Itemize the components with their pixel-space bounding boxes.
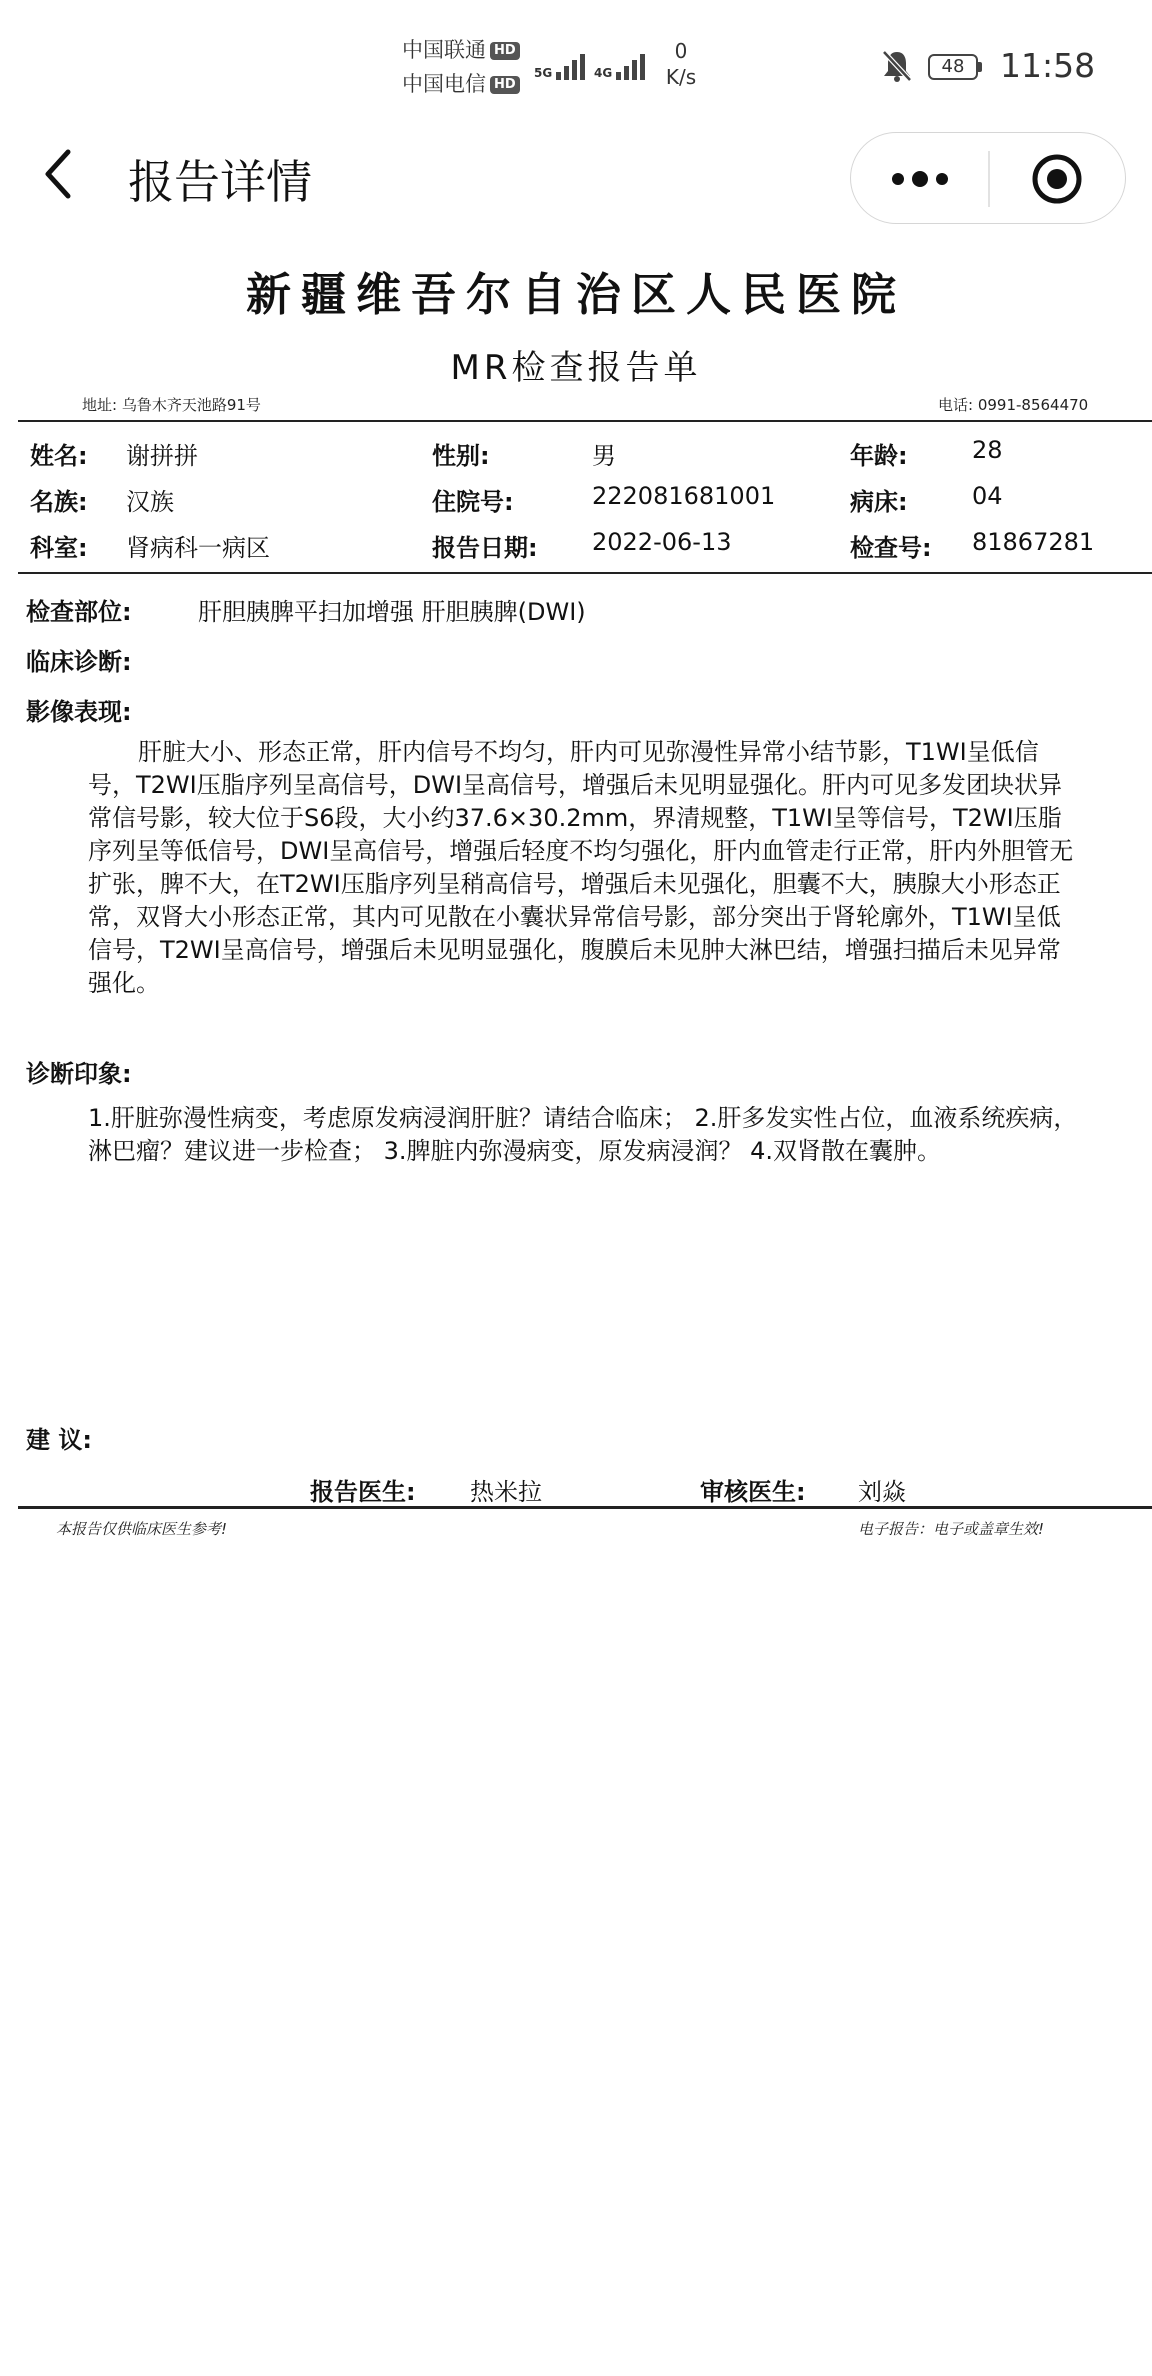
hospital-name: 新疆维吾尔自治区人民医院 (245, 268, 906, 321)
net-speed-unit: K/s (665, 65, 697, 89)
advice-label: 建 议: (26, 1426, 92, 1454)
report-date-value: 2022-06-13 (592, 528, 732, 556)
ethnic-value: 汉族 (126, 488, 174, 516)
hospital-address: 地址: 乌鲁木齐天池路91号 (82, 396, 261, 414)
network-4g-label: 4G (594, 66, 613, 80)
more-icon (890, 169, 950, 189)
hd-badge-1: HD (490, 42, 520, 60)
page-title: 报告详情 (128, 155, 312, 209)
ethnic-label: 名族: (30, 488, 88, 516)
exam-no-label: 检查号: (850, 534, 932, 562)
signal-4g (594, 50, 645, 80)
clock: 11:58 (1000, 46, 1096, 85)
footer-disclaimer: 本报告仅供临床医生参考! (56, 1520, 228, 1538)
carrier-1-label: 中国联通 (402, 38, 486, 62)
imaging-label: 影像表现: (26, 698, 132, 726)
age-label: 年龄: (850, 442, 908, 470)
carrier-1 (402, 34, 520, 66)
exam-site-value: 肝胆胰脾平扫加增强 肝胆胰脾(DWI) (198, 598, 586, 626)
signal-bars-icon (556, 50, 585, 80)
divider-top (18, 420, 1152, 422)
report-date-label: 报告日期: (432, 534, 538, 562)
divider-bottom (18, 1506, 1152, 1509)
inpatient-label: 住院号: (432, 488, 514, 516)
more-button[interactable] (851, 133, 989, 225)
target-icon (1030, 152, 1084, 206)
dept-value: 肾病科一病区 (126, 534, 270, 562)
bell-muted-icon (880, 48, 914, 88)
dept-label: 科室: (30, 534, 88, 562)
footer-electronic-note: 电子报告：电子或盖章生效! (858, 1520, 1045, 1538)
name-value: 谢拼拼 (126, 442, 198, 470)
bed-label: 病床: (850, 488, 908, 516)
exam-no-value: 81867281 (972, 528, 1095, 556)
net-speed (656, 38, 706, 90)
carrier-2 (402, 68, 520, 100)
divider-mid (18, 572, 1152, 574)
bed-value: 04 (972, 482, 1003, 510)
close-button[interactable] (989, 133, 1125, 225)
carrier-2-label: 中国电信 (402, 72, 486, 96)
reviewer-name: 刘焱 (858, 1478, 906, 1506)
network-5g-label: 5G (534, 66, 553, 80)
battery-tip (978, 62, 982, 72)
sex-value: 男 (592, 442, 616, 470)
back-arrow-icon (38, 144, 78, 204)
reporter-name: 热米拉 (470, 1478, 542, 1506)
hd-badge-2: HD (490, 76, 520, 94)
battery-level: 48 (928, 54, 978, 80)
battery-icon (928, 54, 982, 80)
signal-5g (534, 50, 585, 80)
signal-bars-icon (616, 50, 645, 80)
reviewer-label: 审核医生: (700, 1478, 806, 1506)
clinical-diagnosis-label: 临床诊断: (26, 648, 132, 676)
imaging-findings: 肝脏大小、形态正常，肝内信号不均匀，肝内可见弥漫性异常小结节影，T1WI呈低信号，T2WI压脂序列呈高信号，DWI呈高信号，增强后未见明显强化。肝内可见多发团块状异常信号影，较大位于S6段，大小约37.6×30.2mm，界清规整，T1WI呈等信号，T2WI压脂序列呈等低信号，DWI呈高信号，增强后轻度不均匀强化，肝内血管走行正常，肝内外胆管无扩张，脾不大，在T2WI压脂序列呈稍高信号，增强后未见强化，胆囊不大，胰腺大小形态正常，双肾大小形态正常，其内可见散在小囊状异常信号影，部分突出于肾轮廓外，T1WI呈低信号，T2WI呈高信号，增强后未见明显强化，腹膜后未见肿大淋巴结，增强扫描后未见异常强化。 (88, 738, 1074, 997)
back-button[interactable] (38, 144, 78, 208)
hospital-phone: 电话: 0991-8564470 (938, 396, 1089, 414)
impression-label: 诊断印象: (26, 1060, 132, 1088)
name-label: 姓名: (30, 442, 88, 470)
report-title: MR检查报告单 (450, 348, 702, 388)
age-value: 28 (972, 436, 1003, 464)
mini-program-capsule (850, 132, 1126, 224)
sex-label: 性别: (432, 442, 490, 470)
diagnostic-impression: 1.肝脏弥漫性病变，考虑原发病浸润肝脏？请结合临床； 2.肝多发实性占位，血液系统疾病，淋巴瘤？建议进一步检查； 3.脾脏内弥漫病变，原发病浸润？ 4.双肾散在囊肿。 (88, 1104, 1078, 1165)
net-speed-value: 0 (674, 39, 688, 63)
exam-site-label: 检查部位: (26, 598, 132, 626)
reporter-label: 报告医生: (310, 1478, 416, 1506)
inpatient-value: 222081681001 (592, 482, 776, 510)
